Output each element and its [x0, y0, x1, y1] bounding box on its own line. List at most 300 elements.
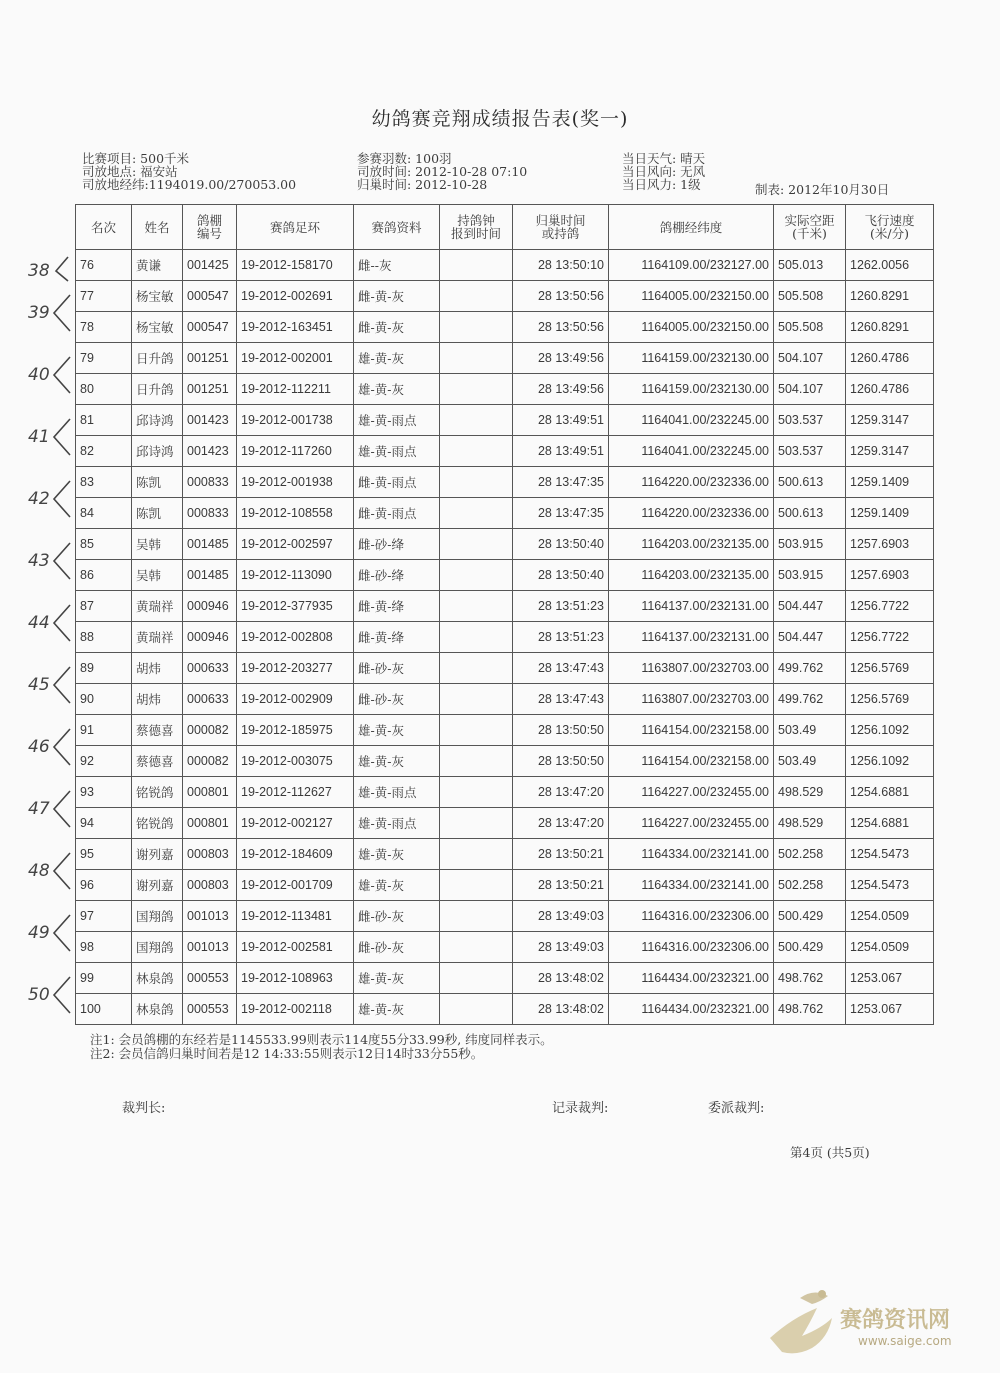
header-clock-time: 持鸽钟 报到时间	[440, 205, 513, 250]
cell-name: 陈凯	[132, 467, 183, 498]
cell-rank: 96	[76, 870, 132, 901]
cell-speed: 1256.7722	[846, 591, 934, 622]
cell-ring-number: 19-2012-203277	[237, 653, 354, 684]
cell-distance: 500.429	[774, 901, 846, 932]
cell-speed: 1259.1409	[846, 467, 934, 498]
cell-ring-number: 19-2012-113090	[237, 560, 354, 591]
bracket-icon	[50, 975, 72, 1015]
handwritten-rank-mark	[22, 417, 82, 457]
cell-loft-coordinates: 1164159.00/232130.00	[609, 343, 774, 374]
cell-rank: 78	[76, 312, 132, 343]
cell-clock-time	[440, 994, 513, 1025]
cell-pigeon-info: 雌-黄-绛	[354, 622, 440, 653]
cell-arrival-time: 28 13:47:35	[513, 498, 609, 529]
cell-name: 日升鸽	[132, 374, 183, 405]
cell-arrival-time: 28 13:49:03	[513, 901, 609, 932]
cell-arrival-time: 28 13:47:35	[513, 467, 609, 498]
cell-pigeon-info: 雄-黄-灰	[354, 343, 440, 374]
cell-arrival-time: 28 13:49:56	[513, 374, 609, 405]
cell-speed: 1254.0509	[846, 932, 934, 963]
cell-loft-coordinates: 1164316.00/232306.00	[609, 932, 774, 963]
cell-name: 日升鸽	[132, 343, 183, 374]
cell-pigeon-info: 雄-黄-灰	[354, 839, 440, 870]
cell-name: 杨宝敏	[132, 312, 183, 343]
header-ring-number: 赛鸽足环	[237, 205, 354, 250]
handwritten-rank-text: 46	[28, 737, 50, 757]
cell-distance: 502.258	[774, 870, 846, 901]
cell-loft-coordinates: 1164137.00/232131.00	[609, 591, 774, 622]
cell-clock-time	[440, 281, 513, 312]
cell-speed: 1259.3147	[846, 436, 934, 467]
cell-clock-time	[440, 312, 513, 343]
handwritten-rank-text: 42	[28, 489, 50, 509]
header-arrival-time: 归巢时间 或持鸽	[513, 205, 609, 250]
table-date: 制表: 2012年10月30日	[755, 182, 890, 197]
cell-loft-coordinates: 1164316.00/232306.00	[609, 901, 774, 932]
header-speed: 飞行速度 (米/分)	[846, 205, 934, 250]
bracket-icon	[50, 293, 72, 333]
cell-speed: 1257.6903	[846, 529, 934, 560]
cell-speed: 1262.0056	[846, 250, 934, 281]
cell-name: 蔡德喜	[132, 715, 183, 746]
cell-pigeon-info: 雌-黄-雨点	[354, 467, 440, 498]
cell-speed: 1260.4786	[846, 343, 934, 374]
cell-name: 胡炜	[132, 653, 183, 684]
cell-clock-time	[440, 932, 513, 963]
cell-clock-time	[440, 901, 513, 932]
table-row	[76, 746, 934, 777]
cell-speed: 1256.5769	[846, 684, 934, 715]
table-row	[76, 808, 934, 839]
table-row	[76, 281, 934, 312]
cell-arrival-time: 28 13:48:02	[513, 994, 609, 1025]
table-row	[76, 405, 934, 436]
cell-speed: 1256.5769	[846, 653, 934, 684]
handwritten-rank-mark	[22, 251, 82, 291]
cell-rank: 84	[76, 498, 132, 529]
cell-arrival-time: 28 13:51:23	[513, 622, 609, 653]
cell-loft-coordinates: 1164137.00/232131.00	[609, 622, 774, 653]
cell-arrival-time: 28 13:47:43	[513, 684, 609, 715]
cell-loft-coordinates: 1163807.00/232703.00	[609, 684, 774, 715]
table-row	[76, 777, 934, 808]
cell-speed: 1259.3147	[846, 405, 934, 436]
handwritten-rank-text: 38	[28, 261, 50, 281]
cell-arrival-time: 28 13:49:51	[513, 436, 609, 467]
cell-ring-number: 19-2012-112211	[237, 374, 354, 405]
cell-pigeon-info: 雌-黄-雨点	[354, 498, 440, 529]
cell-distance: 498.762	[774, 994, 846, 1025]
cell-arrival-time: 28 13:50:10	[513, 250, 609, 281]
cell-loft-coordinates: 1164005.00/232150.00	[609, 312, 774, 343]
watermark-name: 赛鸽资讯网	[840, 1308, 951, 1333]
cell-name: 国翔鸽	[132, 901, 183, 932]
cell-name: 铭锐鸽	[132, 777, 183, 808]
cell-distance: 503.915	[774, 529, 846, 560]
cell-rank: 94	[76, 808, 132, 839]
cell-distance: 504.447	[774, 622, 846, 653]
table-row	[76, 436, 934, 467]
cell-speed: 1260.8291	[846, 281, 934, 312]
cell-loft-coordinates: 1164334.00/232141.00	[609, 870, 774, 901]
table-row	[76, 591, 934, 622]
cell-rank: 97	[76, 901, 132, 932]
cell-name: 谢列嘉	[132, 870, 183, 901]
cell-name: 国翔鸽	[132, 932, 183, 963]
appointed-referee-label: 委派裁判:	[708, 1101, 765, 1116]
cell-arrival-time: 28 13:50:50	[513, 715, 609, 746]
cell-rank: 99	[76, 963, 132, 994]
handwritten-rank-text: 50	[28, 985, 50, 1005]
header-name: 姓名	[132, 205, 183, 250]
handwritten-rank-mark	[22, 355, 82, 395]
cell-speed: 1256.7722	[846, 622, 934, 653]
cell-clock-time	[440, 591, 513, 622]
cell-clock-time	[440, 653, 513, 684]
cell-clock-time	[440, 715, 513, 746]
cell-arrival-time: 28 13:50:40	[513, 529, 609, 560]
cell-ring-number: 19-2012-113481	[237, 901, 354, 932]
cell-distance: 498.762	[774, 963, 846, 994]
cell-loft-id: 000633	[183, 653, 237, 684]
cell-name: 杨宝敏	[132, 281, 183, 312]
handwritten-rank-mark	[22, 479, 82, 519]
cell-speed: 1259.1409	[846, 498, 934, 529]
cell-speed: 1260.8291	[846, 312, 934, 343]
cell-arrival-time: 28 13:49:51	[513, 405, 609, 436]
cell-distance: 503.49	[774, 746, 846, 777]
cell-ring-number: 19-2012-002597	[237, 529, 354, 560]
cell-rank: 88	[76, 622, 132, 653]
cell-ring-number: 19-2012-003075	[237, 746, 354, 777]
cell-loft-id: 000946	[183, 591, 237, 622]
header-loft-id: 鸽棚 编号	[183, 205, 237, 250]
cell-loft-id: 000803	[183, 839, 237, 870]
cell-rank: 76	[76, 250, 132, 281]
cell-ring-number: 19-2012-002001	[237, 343, 354, 374]
bracket-icon	[50, 251, 72, 291]
cell-pigeon-info: 雄-黄-灰	[354, 715, 440, 746]
header-distance: 实际空距 (千米)	[774, 205, 846, 250]
cell-rank: 77	[76, 281, 132, 312]
cell-ring-number: 19-2012-001938	[237, 467, 354, 498]
cell-speed: 1254.6881	[846, 777, 934, 808]
cell-clock-time	[440, 436, 513, 467]
cell-speed: 1256.1092	[846, 715, 934, 746]
cell-rank: 82	[76, 436, 132, 467]
cell-loft-coordinates: 1164434.00/232321.00	[609, 963, 774, 994]
table-row	[76, 343, 934, 374]
cell-name: 胡炜	[132, 684, 183, 715]
cell-pigeon-info: 雌-砂-绛	[354, 529, 440, 560]
cell-loft-coordinates: 1164227.00/232455.00	[609, 777, 774, 808]
cell-clock-time	[440, 808, 513, 839]
table-row	[76, 932, 934, 963]
cell-name: 林泉鸽	[132, 994, 183, 1025]
cell-clock-time	[440, 777, 513, 808]
cell-loft-id: 001485	[183, 529, 237, 560]
results-table	[75, 204, 934, 1025]
cell-pigeon-info: 雄-黄-灰	[354, 746, 440, 777]
cell-ring-number: 19-2012-112627	[237, 777, 354, 808]
cell-loft-id: 000801	[183, 808, 237, 839]
cell-name: 邱诗鸿	[132, 405, 183, 436]
cell-pigeon-info: 雌-砂-灰	[354, 901, 440, 932]
cell-loft-coordinates: 1164005.00/232150.00	[609, 281, 774, 312]
bracket-icon	[50, 851, 72, 891]
cell-speed: 1253.067	[846, 963, 934, 994]
notes	[90, 1033, 553, 1061]
cell-arrival-time: 28 13:47:43	[513, 653, 609, 684]
table-row	[76, 870, 934, 901]
cell-distance: 504.447	[774, 591, 846, 622]
header-pigeon-info: 赛鸽资料	[354, 205, 440, 250]
cell-loft-id: 000553	[183, 994, 237, 1025]
cell-arrival-time: 28 13:50:56	[513, 312, 609, 343]
cell-loft-coordinates: 1164159.00/232130.00	[609, 374, 774, 405]
cell-arrival-time: 28 13:51:23	[513, 591, 609, 622]
cell-distance: 499.762	[774, 653, 846, 684]
cell-loft-id: 001423	[183, 436, 237, 467]
wind-direction: 当日风向: 无风	[622, 164, 706, 179]
cell-loft-coordinates: 1164434.00/232321.00	[609, 994, 774, 1025]
cell-name: 谢列嘉	[132, 839, 183, 870]
cell-distance: 500.429	[774, 932, 846, 963]
cell-loft-coordinates: 1164334.00/232141.00	[609, 839, 774, 870]
bracket-icon	[50, 603, 72, 643]
cell-distance: 498.529	[774, 808, 846, 839]
chief-referee-label: 裁判长:	[122, 1101, 166, 1116]
handwritten-rank-text: 49	[28, 923, 50, 943]
handwritten-rank-text: 39	[28, 303, 50, 323]
table-row	[76, 250, 934, 281]
cell-arrival-time: 28 13:47:20	[513, 777, 609, 808]
handwritten-rank-mark	[22, 913, 82, 953]
cell-name: 吴韩	[132, 560, 183, 591]
cell-loft-id: 001251	[183, 343, 237, 374]
cell-arrival-time: 28 13:50:56	[513, 281, 609, 312]
cell-clock-time	[440, 343, 513, 374]
cell-ring-number: 19-2012-185975	[237, 715, 354, 746]
header-loft-coordinates: 鸽棚经纬度	[609, 205, 774, 250]
cell-ring-number: 19-2012-002909	[237, 684, 354, 715]
bracket-icon	[50, 479, 72, 519]
cell-ring-number: 19-2012-002691	[237, 281, 354, 312]
cell-clock-time	[440, 374, 513, 405]
cell-rank: 98	[76, 932, 132, 963]
race-item: 比赛项目: 500千米	[82, 151, 190, 166]
cell-distance: 505.508	[774, 312, 846, 343]
cell-pigeon-info: 雄-黄-灰	[354, 870, 440, 901]
cell-loft-id: 000082	[183, 715, 237, 746]
cell-name: 邱诗鸿	[132, 436, 183, 467]
cell-distance: 503.49	[774, 715, 846, 746]
cell-clock-time	[440, 250, 513, 281]
cell-loft-id: 000946	[183, 622, 237, 653]
cell-ring-number: 19-2012-377935	[237, 591, 354, 622]
cell-rank: 80	[76, 374, 132, 405]
cell-pigeon-info: 雄-黄-灰	[354, 963, 440, 994]
handwritten-rank-mark	[22, 293, 82, 333]
cell-ring-number: 19-2012-002808	[237, 622, 354, 653]
table-row	[76, 715, 934, 746]
cell-ring-number: 19-2012-117260	[237, 436, 354, 467]
bracket-icon	[50, 665, 72, 705]
table-row	[76, 901, 934, 932]
cell-ring-number: 19-2012-001709	[237, 870, 354, 901]
cell-distance: 498.529	[774, 777, 846, 808]
bracket-icon	[50, 355, 72, 395]
report-title: 幼鸽赛竞翔成绩报告表(奖一)	[371, 108, 629, 130]
cell-loft-coordinates: 1164220.00/232336.00	[609, 498, 774, 529]
cell-clock-time	[440, 529, 513, 560]
cell-pigeon-info: 雌-砂-灰	[354, 653, 440, 684]
cell-clock-time	[440, 870, 513, 901]
bracket-icon	[50, 541, 72, 581]
cell-distance: 502.258	[774, 839, 846, 870]
table-row	[76, 994, 934, 1025]
cell-pigeon-info: 雌-黄-灰	[354, 281, 440, 312]
cell-loft-id: 000547	[183, 281, 237, 312]
cell-arrival-time: 28 13:50:21	[513, 839, 609, 870]
cell-speed: 1254.0509	[846, 901, 934, 932]
cell-loft-coordinates: 1164109.00/232127.00	[609, 250, 774, 281]
release-coordinates: 司放地经纬:1194019.00/270053.00	[82, 177, 297, 192]
table-body	[76, 250, 934, 1025]
table-row	[76, 467, 934, 498]
cell-rank: 100	[76, 994, 132, 1025]
cell-loft-id: 000833	[183, 467, 237, 498]
cell-loft-id: 001013	[183, 932, 237, 963]
cell-pigeon-info: 雌-砂-灰	[354, 684, 440, 715]
cell-ring-number: 19-2012-002581	[237, 932, 354, 963]
info-column-3	[622, 152, 705, 191]
note-2: 注2: 会员信鸽归巢时间若是12 14:33:55则表示12日14时33分55秒。	[90, 1046, 484, 1061]
cell-clock-time	[440, 498, 513, 529]
cell-pigeon-info: 雄-黄-灰	[354, 994, 440, 1025]
cell-ring-number: 19-2012-002118	[237, 994, 354, 1025]
cell-loft-coordinates: 1163807.00/232703.00	[609, 653, 774, 684]
cell-rank: 85	[76, 529, 132, 560]
info-column-1	[82, 152, 296, 191]
cell-arrival-time: 28 13:47:20	[513, 808, 609, 839]
cell-pigeon-info: 雌-黄-绛	[354, 591, 440, 622]
table-row	[76, 963, 934, 994]
cell-pigeon-info: 雌--灰	[354, 250, 440, 281]
cell-rank: 79	[76, 343, 132, 374]
cell-arrival-time: 28 13:50:21	[513, 870, 609, 901]
cell-loft-id: 000803	[183, 870, 237, 901]
cell-arrival-time: 28 13:49:03	[513, 932, 609, 963]
cell-ring-number: 19-2012-108558	[237, 498, 354, 529]
cell-distance: 500.613	[774, 498, 846, 529]
handwritten-rank-mark	[22, 541, 82, 581]
cell-clock-time	[440, 963, 513, 994]
cell-loft-id: 000082	[183, 746, 237, 777]
cell-speed: 1254.6881	[846, 808, 934, 839]
table-row	[76, 374, 934, 405]
cell-loft-id: 001425	[183, 250, 237, 281]
cell-arrival-time: 28 13:49:56	[513, 343, 609, 374]
cell-loft-id: 001013	[183, 901, 237, 932]
note-1: 注1: 会员鸽棚的东经若是1145533.99则表示114度55分33.99秒, 纬度同样表示。	[90, 1032, 553, 1047]
info-column-2	[357, 152, 527, 191]
handwritten-rank-text: 47	[28, 799, 50, 819]
cell-loft-coordinates: 1164227.00/232455.00	[609, 808, 774, 839]
handwritten-rank-text: 40	[28, 365, 50, 385]
cell-pigeon-info: 雌-砂-灰	[354, 932, 440, 963]
handwritten-rank-mark	[22, 851, 82, 891]
cell-loft-id: 001485	[183, 560, 237, 591]
cell-ring-number: 19-2012-001738	[237, 405, 354, 436]
cell-distance: 504.107	[774, 374, 846, 405]
cell-speed: 1254.5473	[846, 870, 934, 901]
cell-clock-time	[440, 622, 513, 653]
cell-ring-number: 19-2012-184609	[237, 839, 354, 870]
cell-loft-id: 000633	[183, 684, 237, 715]
return-time: 归巢时间: 2012-10-28	[357, 177, 488, 192]
cell-distance: 499.762	[774, 684, 846, 715]
handwritten-rank-text: 41	[28, 427, 50, 447]
cell-pigeon-info: 雄-黄-雨点	[354, 808, 440, 839]
bracket-icon	[50, 913, 72, 953]
cell-arrival-time: 28 13:50:50	[513, 746, 609, 777]
cell-speed: 1260.4786	[846, 374, 934, 405]
cell-clock-time	[440, 746, 513, 777]
cell-rank: 90	[76, 684, 132, 715]
cell-loft-coordinates: 1164041.00/232245.00	[609, 405, 774, 436]
cell-speed: 1253.067	[846, 994, 934, 1025]
cell-clock-time	[440, 467, 513, 498]
cell-distance: 505.508	[774, 281, 846, 312]
recording-referee-label: 记录裁判:	[552, 1101, 609, 1116]
handwritten-rank-text: 44	[28, 613, 50, 633]
cell-distance: 503.915	[774, 560, 846, 591]
cell-loft-id: 000833	[183, 498, 237, 529]
table-header-row	[76, 205, 934, 250]
bracket-icon	[50, 727, 72, 767]
cell-rank: 89	[76, 653, 132, 684]
release-time: 司放时间: 2012-10-28 07:10	[357, 164, 528, 179]
cell-pigeon-info: 雄-黄-灰	[354, 374, 440, 405]
cell-clock-time	[440, 560, 513, 591]
wind-force: 当日风力: 1级	[622, 177, 701, 192]
cell-clock-time	[440, 684, 513, 715]
cell-name: 蔡德喜	[132, 746, 183, 777]
cell-speed: 1257.6903	[846, 560, 934, 591]
handwritten-rank-mark	[22, 727, 82, 767]
cell-loft-id: 000547	[183, 312, 237, 343]
cell-ring-number: 19-2012-108963	[237, 963, 354, 994]
cell-distance: 504.107	[774, 343, 846, 374]
cell-rank: 86	[76, 560, 132, 591]
bracket-icon	[50, 417, 72, 457]
handwritten-rank-mark	[22, 789, 82, 829]
weather: 当日天气: 晴天	[622, 151, 706, 166]
cell-loft-coordinates: 1164203.00/232135.00	[609, 560, 774, 591]
cell-name: 铭锐鸽	[132, 808, 183, 839]
table-row	[76, 684, 934, 715]
release-site: 司放地点: 福安站	[82, 164, 178, 179]
cell-rank: 83	[76, 467, 132, 498]
handwritten-rank-text: 43	[28, 551, 50, 571]
header-rank: 名次	[76, 205, 132, 250]
handwritten-rank-mark	[22, 603, 82, 643]
cell-loft-id: 001423	[183, 405, 237, 436]
cell-clock-time	[440, 405, 513, 436]
cell-rank: 81	[76, 405, 132, 436]
cell-distance: 503.537	[774, 405, 846, 436]
